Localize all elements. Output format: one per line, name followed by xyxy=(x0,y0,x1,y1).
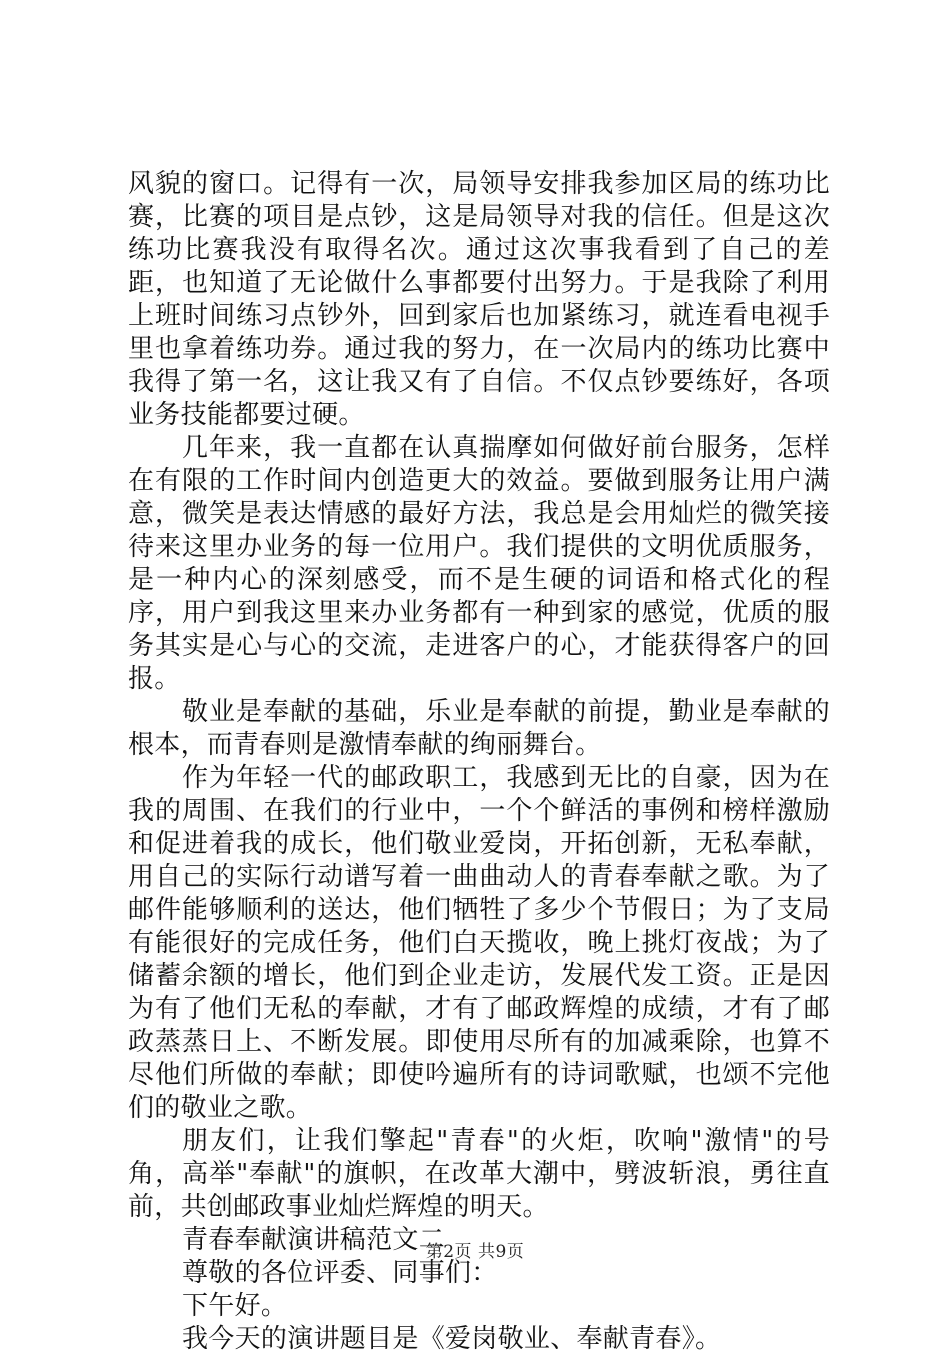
paragraph-front-desk-service: 几年来，我一直都在认真揣摩如何做好前台服务，怎样在有限的工作时间内创造更大的效益。要做到服务让用户满意，微笑是表达情感的最好方法，我总是会用灿烂的微笑接待来这里办业务的每一位用户。我们提供的文明优质服务，是一种内心的深刻感受，而不是生硬的词语和格式化的程序，用户到我这里来办业务都有一种到家的感觉，优质的服务其实是心与心的交流，走进客户的心，才能获得客户的回报。 xyxy=(128,433,830,694)
speech-topic-line: 我今天的演讲题目是《爱岗敬业、奉献青春》。 xyxy=(182,1324,722,1354)
paragraph-dedication: 敬业是奉献的基础，乐业是奉献的前提，勤业是奉献的根本，而青春则是激情奉献的绚丽舞台。 xyxy=(128,697,830,760)
paragraph-continuation: 风貌的窗口。记得有一次，局领导安排我参加区局的练功比赛，比赛的项目是点钞，这是局领导对我的信任。但是这次练功比赛我没有取得名次。通过这次事我看到了自己的差距，也知道了无论做什么事都要付出努力。于是我除了利用上班时间练习点钞外，回到家后也加紧练习，就连看电视手里也拿着练功券。通过我的努力，在一次局内的练功比赛中我得了第一名，这让我又有了自信。不仅点钞要练好，各项业务技能都要过硬。 xyxy=(128,169,830,430)
salutation-line: 尊敬的各位评委、同事们： xyxy=(182,1258,498,1288)
section-heading-speech-two: 青春奉献演讲稿范文二 xyxy=(182,1225,446,1255)
paragraph-friends-call: 朋友们，让我们擎起"青春"的火炬，吹响"激情"的号角，高举"奉献"的旗帜，在改革大潮中，劈波斩浪，勇往直前，共创邮政事业灿烂辉煌的明天。 xyxy=(128,1126,830,1222)
greeting-line: 下午好。 xyxy=(182,1291,288,1321)
document-body xyxy=(128,168,830,1356)
paragraph-young-postal-workers: 作为年轻一代的邮政职工，我感到无比的自豪，因为在我的周围、在我们的行业中，一个个鲜活的事例和榜样激励和促进着我的成长，他们敬业爱岗，开拓创新，无私奉献，用自己的实际行动谱写着一曲曲动人的青春奉献之歌。为了邮件能够顺利的送达，他们牺牲了多少个节假日；为了支局有能很好的完成任务，他们白天揽收，晚上挑灯夜战；为了储蓄余额的增长，他们到企业走访，发展代发工资。正是因为有了他们无私的奉献，才有了邮政辉煌的成绩，才有了邮政蒸蒸日上、不断发展。即使用尽所有的加减乘除，也算不尽他们所做的奉献；即使吟遍所有的诗词歌赋，也颂不完他们的敬业之歌。 xyxy=(128,763,830,1123)
page-number-footer: 第2页 共9页 xyxy=(425,1242,525,1262)
